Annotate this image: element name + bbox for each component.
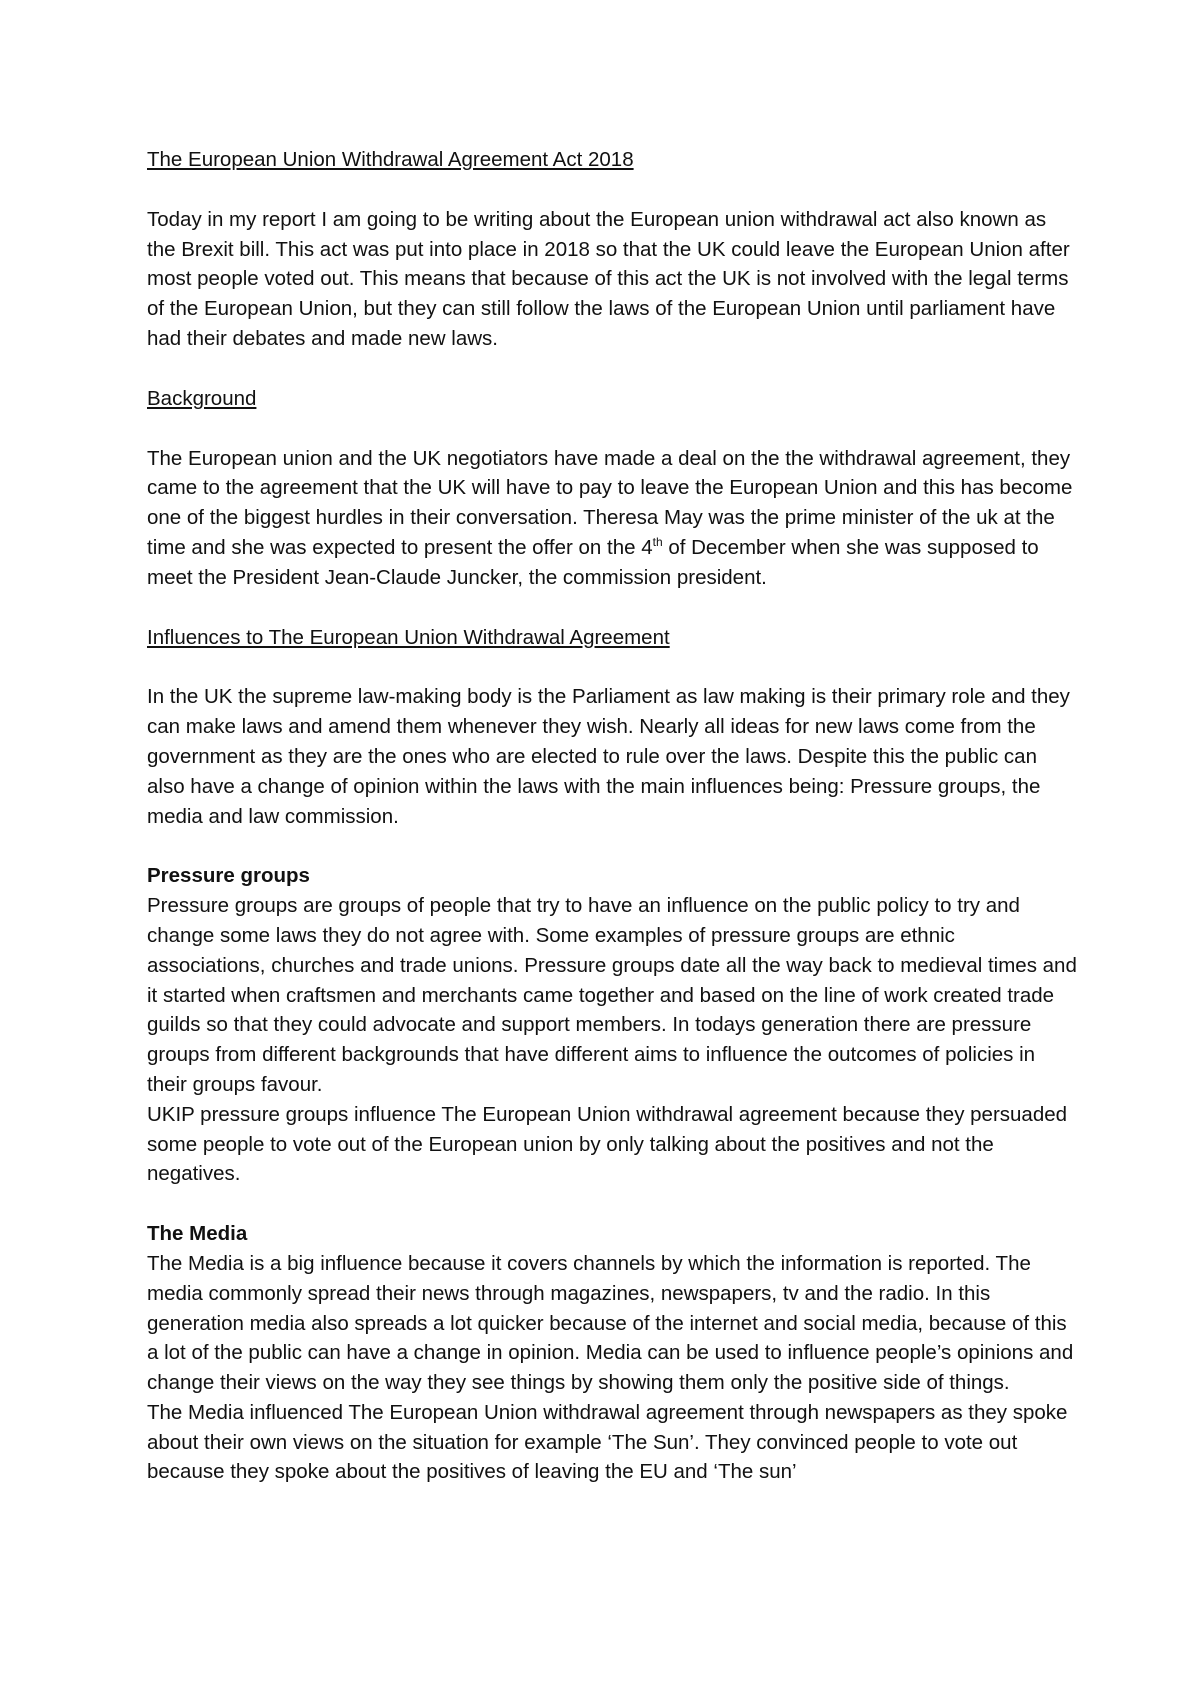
document-body: [147, 145, 1077, 1487]
document-title: The European Union Withdrawal Agreement Act 2018: [147, 148, 634, 171]
background-text-part1: The European union and the UK negotiators have made a deal on the the withdrawal agreement, they came to the agreement that the UK will have to pay to leave the European Union and this has become one of the biggest hurdles in their conversation. Theresa May was the prime minister of the uk at the time and she was expected to present the offer on the 4: [147, 446, 1073, 559]
background-text-part2: of December when she was supposed to meet the President Jean-Claude Juncker, the commission president.: [147, 535, 1039, 589]
ordinal-superscript: th: [652, 535, 663, 550]
intro-paragraph: Today in my report I am going to be writing about the European union withdrawal act also known as the Brexit bill. This act was put into place in 2018 so that the UK could leave the European Union after most people voted out. This means that because of this act the UK is not involved with the legal terms of the European Union, but they can still follow the laws of the European Union until parliament have had their debates and made new laws.: [147, 207, 1070, 350]
pressure-groups-paragraph-1: Pressure groups are groups of people that try to have an influence on the public policy to try and change some laws they do not agree with. Some examples of pressure groups are ethnic associations, churches and trade unions. Pressure groups date all the way back to medieval times and it started when craftsmen and merchants came together and based on the line of work created trade guilds so that they could advocate and support members. In todays generation there are pressure groups from different backgrounds that have different aims to influence the outcomes of policies in their groups favour.: [147, 894, 1077, 1096]
influences-heading: Influences to The European Union Withdrawal Agreement: [147, 625, 670, 649]
media-paragraph-1: The Media is a big influence because it covers channels by which the information is reported. The media commonly spread their news through magazines, newspapers, tv and the radio. In this generation media also spreads a lot quicker because of the internet and social media, because of this a lot of the public can have a change in opinion. Media can be used to influence people’s opinions and change their views on the way they see things by showing them only the positive side of things.: [147, 1251, 1074, 1395]
background-heading: Background: [147, 386, 257, 410]
pressure-groups-heading: Pressure groups: [147, 864, 310, 888]
influences-paragraph: In the UK the supreme law-making body is the Parliament as law making is their primary role and they can make laws and amend them whenever they wish. Nearly all ideas for new laws come from the government as they are the ones who are elected to rule over the laws. Despite this the public can also have a change of opinion within the laws with the main influences being: Pressure groups, the media and law commission.: [147, 685, 1070, 828]
media-paragraph-2: The Media influenced The European Union withdrawal agreement through newspapers as they spoke about their own views on the situation for example ‘The Sun’. They convinced people to vote out because they spoke about the positives of leaving the EU and ‘The sun’: [147, 1400, 1068, 1484]
media-heading: The Media: [147, 1222, 248, 1246]
background-paragraph: [147, 444, 1077, 593]
pressure-groups-paragraph-2: UKIP pressure groups influence The European Union withdrawal agreement because they persuaded some people to vote out of the European union by only talking about the positives and not the negatives.: [147, 1102, 1068, 1186]
